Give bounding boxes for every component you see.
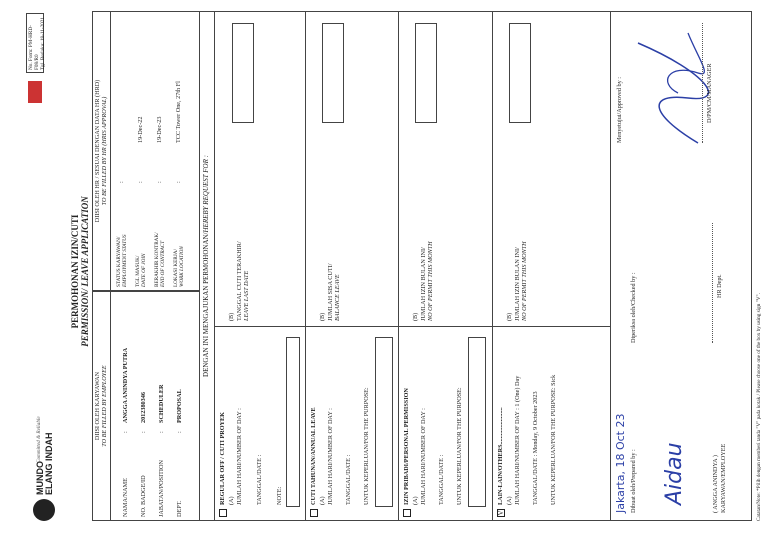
hr-location-label: LOKASI KERJA/ WORK LOCATION (173, 246, 185, 287)
form-number-box (26, 13, 44, 73)
personal-permission-checkbox[interactable] (403, 509, 411, 517)
annual-leave-date-label: TANGGAL/DATE : (345, 454, 352, 505)
form-number: No. Form: PM-HRD-F08/R0 (28, 25, 40, 70)
employee-badge-value: 2012380346 (140, 392, 147, 423)
form-valid-date: Tgl. Berlaku: 18-11-2021 (40, 17, 46, 70)
others-title: LAIN-LAIN/OTHERS........................ (497, 407, 504, 505)
employee-name-label: NAMA/NAME (122, 478, 129, 517)
hr-contract-end-label: BERAKHIR KONTRAK/ END OF CONTRACT (154, 232, 166, 287)
company-name-line2: ELANG INDAH (44, 432, 54, 495)
personal-permission-title: IZIN PRIBADI/PERSONAL PERMISSION (403, 388, 410, 505)
employee-dept-label: DEPT. (176, 500, 183, 517)
others-count-box[interactable] (509, 23, 531, 123)
employee-header-line2: TO BE FILLED BY EMPLOYEE (101, 365, 108, 447)
regular-off-days-label: JUMLAH HARI/NUMBER OF DAY : (236, 408, 243, 505)
employee-dept-value: PROPOSAL (176, 389, 183, 423)
others-date-line: TANGGAL/DATE : Monday, 9 October 2023 (532, 391, 539, 505)
employee-signature: Aidau (662, 442, 687, 505)
others-purpose-line: UNTUK KEPERLUAN/FOR THE PURPOSE: Sick (550, 374, 557, 505)
hr-header-line1: DIISI OLEH HR / SESUAI DENGAN DATA HR (HRD) (94, 79, 101, 223)
employee-position-label: JABATAN/POSITION (158, 460, 165, 517)
regular-off-date-label: TANGGAL/DATE : (256, 454, 263, 505)
logo-circle-icon (33, 499, 55, 521)
others-days-line: JUMLAH HARI/NUMBER OF DAY : 1 (One) Day (514, 375, 521, 505)
annual-leave-title: CUTI TAHUNAN/ANNUAL LEAVE (310, 407, 317, 505)
company-tagline: Committed & Reliable (36, 416, 42, 463)
regular-off-last-leave-box[interactable] (232, 23, 254, 123)
regular-off-checkbox[interactable] (219, 509, 227, 517)
cert-logos (28, 81, 42, 103)
annual-leave-purpose-box[interactable] (375, 337, 393, 507)
hr-contract-end-value: 19-Dec-23 (156, 116, 163, 143)
others-checkbox[interactable]: V (497, 510, 505, 516)
employee-sign-role: KARYAWAN/EMPLOYEE (720, 443, 727, 513)
hr-status-label: STATUS KARYAWAN/ EMPLOYMENT STATUS (116, 234, 128, 287)
personal-permission-purpose-label: UNTUK KEPERLUAN/FOR THE PURPOSE: (456, 387, 463, 505)
hr-header-line2: TO BE FILLED BY HR (HRIS APPROVAL) (101, 96, 108, 206)
manager-signature (628, 23, 718, 153)
request-header: DENGAN INI MENGAJUKAN PERMOHONAN/HEREBY REQUEST FOR : (202, 155, 210, 377)
employee-badge-label: NO. BADGE/ID (140, 475, 147, 517)
hr-join-label: TGL MASUK/ DATE OF JOIN (135, 253, 147, 287)
checked-by-label: Diperiksa oleh/Checked by : (630, 272, 637, 343)
rotated-form-page: MUNDO ELANG INDAH Committed & Reliable No. Form: PM-HRD-F08/R0 Tgl. Berlaku: 18-11-2021 PERMOHONAN IZIN/CUTI PERMISSION/ LEAVE APPLICATION DIISI OLEH KARYAWAN TO BE FILLED BY EMPLOYEE NAMA/NAME : ANGGA ANINDYA PUTRA NO. BADGE/ID : 2012380346 JABATAN/POSITION : SCHEDULER DEPT. : PROPOSAL DIISI OLEH HR / SESUAI DENGAN DATA HR (HRD) TO BE FILLED BY HR (HRIS APPROVAL) STATUS KARYAWAN/ EMPLOYMENT STATUS : TGL MASUK/ DATE OF JOIN : 19-Dec-22 BERAKHIR KONTRAK/ END OF CONTRACT : 19-Dec-23 LOKASI KERJA/ WORK LOCATION : TCC Tower One, 27th Fl DENGAN INI MENGAJUKAN PERMOHONAN/HEREBY REQUEST FOR : REGULAR OFF / CUTI PROYEK (A) JUMLAH HARI/NUMBER OF DAY : TANGGAL/DATE : NOTE: (B) TANGGAL CUTI TERAKHIR/ LEAVE LAST DATE CUTI TAHUNAN/ANNUAL LEAVE (A) JUMLAH HARI/NUMBER OF DAY : TANGGAL/DATE : UNTUK KEPERLUAN/FOR THE PURPOSE: (B) JUMLAH SISA CUTI/ BALANCE LEAVE IZIN PRIBADI/PERSONAL PERMISSION (A) JUMLAH HARI/NUMBER OF DAY : TANGGAL/DATE : UNTUK KEPERLUAN/FOR THE PURPOSE: (B) JUMLAH IZIN BULAN INI/ NO OF PERMIT THIS MONTH V LAIN-LAIN/OTHERS........................ (A) JUMLAH HARI/NUMBER OF DAY : 1 (One) Day TANGGAL/DATE : Monday, 9 October 2023 UNTUK KEPERLUAN/FOR THE PURPOSE: Sick (B) JUMLAH IZIN BULAN INI/ NO OF PERMIT THIS MONTH Jakarta, 18 Oct 23 Dibuat oleh/Prepared by : Diperiksa oleh/Checked by : Menyetujui/Approved by : Aidau ( ANGGA ANINDYA ) KARYAWAN/EMPLOYEE HR Dept. D/PM/CM/MANAGER Catatan/Note: *Pilih dengan memberi tanda "V" pada kotak / Please choose one of the box by using sign "V". (0, 0, 768, 543)
personal-permission-days-label: JUMLAH HARI/NUMBER OF DAY : (420, 408, 427, 505)
hr-dept-role: HR Dept. (716, 274, 723, 298)
page-subtitle: PERMISSION/ LEAVE APPLICATION (80, 196, 90, 347)
personal-permission-count-box[interactable] (415, 23, 437, 123)
others-count-label: JUMLAH IZIN BULAN INI/ (514, 247, 521, 321)
hr-join-value: 19-Dec-22 (137, 116, 144, 143)
footnote: Catatan/Note: *Pilih dengan memberi tanda "V" pada kotak / Please choose one of the box by using sign "V". (756, 293, 762, 521)
annual-leave-purpose-label: UNTUK KEPERLUAN/FOR THE PURPOSE: (363, 387, 370, 505)
annual-leave-checkbox[interactable] (310, 509, 318, 517)
personal-permission-purpose-box[interactable] (468, 337, 486, 507)
employee-name-value: ANGGA ANINDYA PUTRA (122, 347, 129, 423)
approved-by-label: Menyetujui/Approved by : (616, 77, 623, 143)
regular-off-title: REGULAR OFF / CUTI PROYEK (219, 412, 226, 505)
company-name-line1: MUNDO (35, 461, 45, 495)
hr-location-value: TCC Tower One, 27th Fl (175, 81, 182, 143)
annual-leave-balance-label: JUMLAH SISA CUTI/ (327, 263, 334, 321)
page-title: PERMOHONAN IZIN/CUTI (70, 214, 80, 329)
prepared-by-label: Dibuat oleh/Prepared by : (630, 449, 637, 513)
company-logo (30, 411, 60, 521)
annual-leave-days-label: JUMLAH HARI/NUMBER OF DAY : (327, 408, 334, 505)
regular-off-last-leave-label: TANGGAL CUTI TERAKHIR/ (236, 241, 243, 321)
handwritten-place-date: Jakarta, 18 Oct 23 (614, 413, 627, 513)
employee-sign-name: ( ANGGA ANINDYA ) (712, 455, 719, 513)
employee-header-line1: DIISI OLEH KARYAWAN (94, 371, 101, 441)
personal-permission-date-label: TANGGAL/DATE : (438, 454, 445, 505)
regular-off-note-label: NOTE: (276, 486, 283, 505)
employee-position-value: SCHEDULER (158, 384, 165, 423)
personal-permission-count-label: JUMLAH IZIN BULAN INI/ (420, 247, 427, 321)
regular-off-note-box[interactable] (286, 337, 300, 507)
manager-role: D/PM/CM/MANAGER (706, 63, 713, 123)
annual-leave-balance-box[interactable] (322, 23, 344, 123)
